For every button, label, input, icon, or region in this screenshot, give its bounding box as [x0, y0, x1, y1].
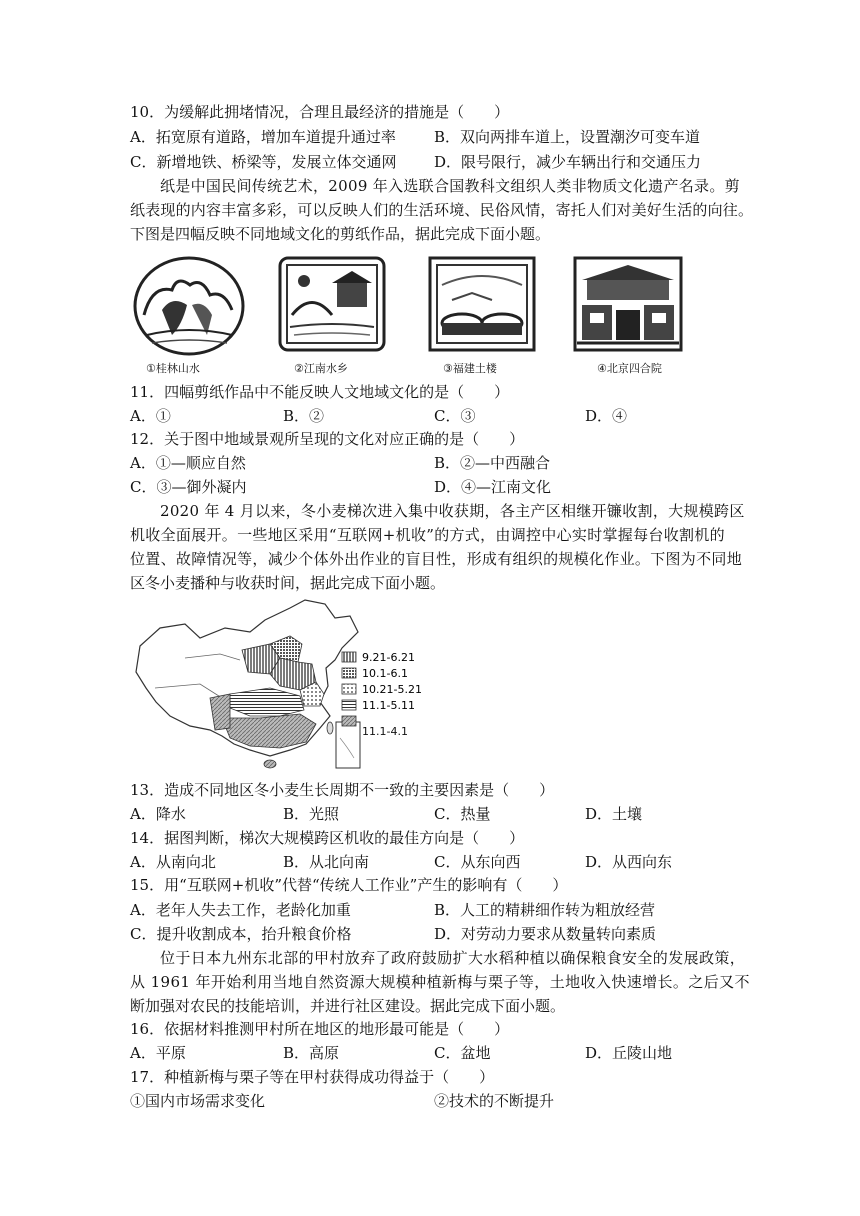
q11-options-row	[0, 405, 860, 427]
passage2-line2: 机收全面展开。一些地区采用“互联网+机收”的方式，由调控中心实时掌握每台收割机的	[130, 526, 725, 544]
q12-option-c[interactable]: C．③—御外凝内	[130, 478, 247, 496]
q12-option-d[interactable]: D．④—江南文化	[434, 478, 552, 496]
q11-option-b[interactable]: B．②	[283, 407, 325, 425]
q13-option-c[interactable]: C．热量	[434, 805, 491, 823]
q14-options-row	[0, 851, 860, 873]
q11-stem: 11．四幅剪纸作品中不能反映人文地域文化的是（ ）	[130, 383, 510, 401]
papercut-siheyuan-image	[575, 258, 681, 350]
papercut-jiangnan-image	[280, 258, 384, 350]
legend-label-4: 11.1-5.11	[362, 699, 415, 712]
winter-wheat-map	[130, 598, 430, 773]
q16-option-b[interactable]: B．高原	[283, 1044, 340, 1062]
q15-option-b[interactable]: B．人工的精耕细作转为粗放经营	[434, 901, 656, 919]
papercut-guilin-image	[135, 258, 243, 354]
legend-swatch-1	[342, 652, 356, 662]
q16-option-c[interactable]: C．盆地	[434, 1044, 491, 1062]
q17-option-2[interactable]: ②技术的不断提升	[434, 1092, 555, 1110]
q13-stem: 13．造成不同地区冬小麦生长周期不一致的主要因素是（ ）	[130, 781, 555, 799]
passage1-line3: 下图是四幅反映不同地域文化的剪纸作品，据此完成下面小题。	[130, 225, 551, 243]
q13-option-d[interactable]: D．土壤	[585, 805, 643, 823]
q16-option-a[interactable]: A．平原	[130, 1044, 186, 1062]
q16-option-d[interactable]: D．丘陵山地	[585, 1044, 673, 1062]
legend-label-1: 9.21-6.21	[362, 651, 415, 664]
legend-label-5: 11.1-4.1	[362, 725, 408, 738]
q14-option-c[interactable]: C．从东向西	[434, 853, 521, 871]
papercut-caption-1: ①桂林山水	[146, 362, 200, 375]
legend-swatch-4	[342, 700, 356, 710]
q11-option-c[interactable]: C．③	[434, 407, 476, 425]
q16-options-row	[0, 1042, 860, 1064]
q12-options-row1	[0, 452, 860, 474]
q10-option-c[interactable]: C．新增地铁、桥梁等，发展立体交通网	[130, 153, 397, 171]
q15-option-d[interactable]: D．对劳动力要求从数量转向素质	[434, 925, 657, 943]
q13-options-row	[0, 803, 860, 825]
q15-option-a[interactable]: A．老年人失去工作，老龄化加重	[130, 901, 351, 919]
q14-option-d[interactable]: D．从西向东	[585, 853, 673, 871]
q12-options-row2	[0, 476, 860, 498]
q17-stem: 17．种植新梅与栗子等在甲村获得成功得益于（ ）	[130, 1068, 495, 1086]
q17-option-1[interactable]: ①国内市场需求变化	[130, 1092, 266, 1110]
q12-stem: 12．关于图中地域景观所呈现的文化对应正确的是（ ）	[130, 430, 525, 448]
q10-option-b[interactable]: B．双向两排车道上，设置潮汐可变车道	[434, 128, 701, 146]
legend-label-2: 10.1-6.1	[362, 667, 408, 680]
q11-option-a[interactable]: A．①	[130, 407, 171, 425]
passage2-line3: 位置、故障情况等，减少个体外出作业的盲目性，形成有组织的规模化作业。下图为不同地	[130, 550, 743, 568]
legend-swatch-5	[342, 716, 356, 726]
passage1-line1: 纸是中国民间传统艺术，2009 年入选联合国教科文组织人类非物质文化遗产名录。剪	[160, 177, 740, 195]
q16-stem: 16．依据材料推测甲村所在地区的地形最可能是（ ）	[130, 1020, 510, 1038]
passage3-line3: 断加强对农民的技能培训，并进行社区建设。据此完成下面小题。	[130, 997, 566, 1015]
q10-options-row1	[0, 126, 860, 148]
legend-label-3: 10.21-5.21	[362, 683, 422, 696]
legend-swatch-2	[342, 668, 356, 678]
q13-option-a[interactable]: A．降水	[130, 805, 186, 823]
passage2-line1: 2020 年 4 月以来，冬小麦梯次进入集中收获期，各主产区相继开镰收割，大规模跨区	[160, 502, 745, 520]
q10-option-a[interactable]: A．拓宽原有道路，增加车道提升通过率	[130, 128, 396, 146]
legend-swatch-3	[342, 684, 356, 694]
papercut-caption-3: ③福建土楼	[443, 362, 497, 375]
q10-stem: 10．为缓解此拥堵情况，合理且最经济的措施是（ ）	[130, 103, 510, 121]
q15-options-row2	[0, 923, 860, 945]
passage2-line4: 区冬小麦播种与收获时间，据此完成下面小题。	[130, 574, 446, 592]
papercut-caption-4: ④北京四合院	[597, 362, 662, 375]
q15-stem: 15．用“互联网+机收”代替“传统人工作业”产生的影响有（ ）	[130, 876, 568, 894]
q17-options-row	[0, 1090, 860, 1112]
south-china-sea-inset	[336, 722, 360, 768]
q10-options-row2	[0, 151, 860, 173]
q12-option-a[interactable]: A．①—顺应自然	[130, 454, 246, 472]
map-legend	[342, 651, 422, 726]
q15-options-row1	[0, 899, 860, 921]
q15-option-c[interactable]: C．提升收割成本，抬升粮食价格	[130, 925, 352, 943]
papercut-figures	[132, 255, 692, 375]
q14-stem: 14．据图判断，梯次大规模跨区机收的最佳方向是（ ）	[130, 829, 525, 847]
passage3-line2: 从 1961 年开始利用当地自然资源大规模种植新梅与栗子等，土地收入快速增长。之后又不	[130, 973, 750, 991]
papercut-caption-2: ②江南水乡	[294, 362, 348, 375]
passage1-line2: 纸表现的内容丰富多彩，可以反映人们的生活环境、民俗风情，寄托人们对美好生活的向往。	[130, 201, 754, 219]
q12-option-b[interactable]: B．②—中西融合	[434, 454, 551, 472]
q14-option-b[interactable]: B．从北向南	[283, 853, 370, 871]
q11-option-d[interactable]: D．④	[585, 407, 628, 425]
papercut-tulou-image	[430, 258, 534, 350]
q10-option-d[interactable]: D．限号限行，减少车辆出行和交通压力	[434, 153, 702, 171]
passage3-line1: 位于日本九州东北部的甲村放弃了政府鼓励扩大水稻种植以确保粮食安全的发展政策，	[160, 949, 746, 967]
q14-option-a[interactable]: A．从南向北	[130, 853, 216, 871]
q13-option-b[interactable]: B．光照	[283, 805, 340, 823]
